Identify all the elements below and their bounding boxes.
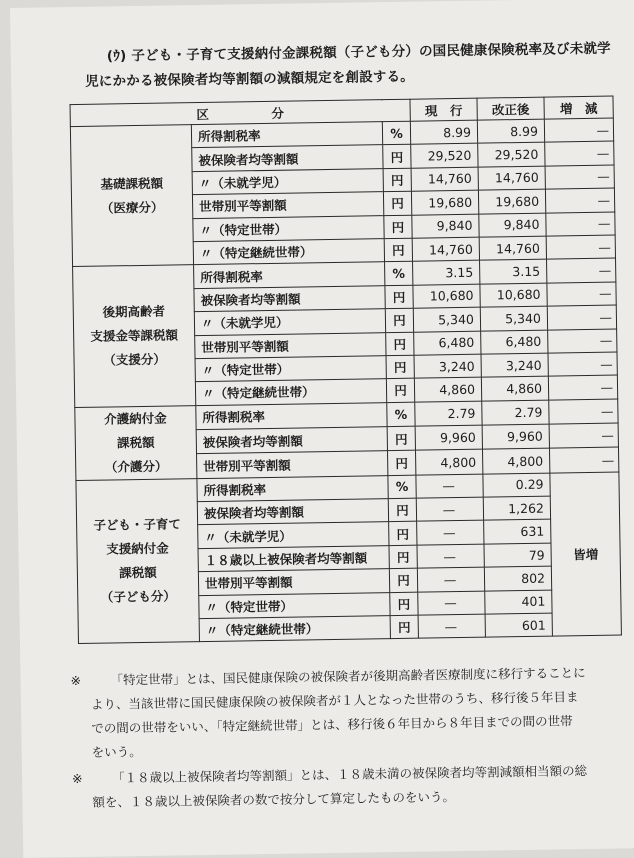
cell-change: — (547, 305, 616, 329)
cell-unit: 円 (383, 145, 411, 169)
cell-unit: 円 (385, 308, 413, 332)
group-label: 子ども・子育て 支援納付金 課税額 （子ども分） (76, 478, 200, 644)
cell-change: — (549, 423, 618, 448)
footnote-line: をいう。 (91, 744, 142, 760)
cell-revised: 4,800 (482, 448, 549, 473)
cell-unit: 円 (383, 168, 411, 192)
cell-item: 〃（未就学児） (198, 522, 389, 548)
cell-unit: 円 (384, 215, 412, 239)
cell-revised: 14,760 (478, 166, 545, 190)
section-title (85, 37, 611, 95)
group-label: 基礎課税額 （医療分） (70, 125, 193, 267)
cell-revised: 5,340 (480, 306, 547, 330)
cell-current: — (417, 521, 484, 545)
cell-unit: 円 (386, 355, 414, 379)
cell-current: 3.15 (413, 260, 480, 284)
cell-unit: 円 (388, 451, 416, 476)
cell-item: 〃（特定世帯） (199, 592, 390, 618)
cell-item: 被保険者均等割額 (192, 145, 383, 171)
cell-revised: 2.79 (482, 400, 549, 425)
cell-revised: 3,240 (481, 353, 548, 377)
cell-item: 〃（特定継続世帯） (195, 379, 386, 405)
cell-item: 被保険者均等割額 (197, 499, 388, 525)
cell-current: 14,760 (411, 167, 478, 191)
cell-unit: % (385, 262, 413, 286)
cell-item: 〃（特定継続世帯） (193, 239, 384, 265)
footnote-line: 「１８歳以上被保険者均等割額」とは、１８歳未満の被保険者均等割減額相当額の総 (111, 763, 588, 786)
cell-change: — (545, 141, 614, 165)
cell-change: — (546, 212, 615, 236)
cell-revised: 631 (484, 520, 551, 544)
cell-change: — (545, 188, 614, 212)
cell-current: 10,680 (413, 284, 480, 308)
cell-unit: % (388, 475, 416, 499)
cell-unit: 円 (387, 426, 415, 451)
cell-item: 〃（特定世帯） (195, 356, 386, 382)
tax-rate-table (70, 96, 622, 645)
cell-current: — (418, 614, 485, 638)
cell-item: 被保険者均等割額 (194, 285, 385, 311)
cell-unit: 円 (386, 332, 414, 356)
cell-unit: 円 (384, 238, 412, 262)
footnote (70, 660, 631, 765)
cell-item: 〃（未就学児） (194, 309, 385, 335)
cell-item: 〃（未就学児） (192, 168, 383, 194)
cell-item: 所得割税率 (197, 475, 388, 501)
footnote-line: 「特定世帯」とは、国民健康保険の被保険者が後期高齢者医療制度に移行することに (110, 665, 586, 688)
header-change: 増 減 (544, 96, 613, 119)
cell-current: — (416, 474, 483, 498)
cell-revised: 1,262 (483, 496, 550, 520)
cell-revised: 19,680 (478, 189, 545, 213)
cell-revised: 8.99 (477, 119, 544, 143)
cell-item: 〃（特定世帯） (193, 215, 384, 241)
cell-current: 29,520 (411, 144, 478, 168)
cell-unit: 円 (388, 498, 416, 522)
cell-unit: % (387, 402, 415, 427)
cell-unit: 円 (389, 522, 417, 546)
cell-change-all: 皆増 (550, 472, 622, 637)
footnote-mark: ※ (71, 770, 83, 787)
cell-unit: 円 (389, 545, 417, 569)
cell-change: — (549, 399, 618, 424)
cell-unit: 円 (383, 191, 411, 215)
cell-change: — (547, 258, 616, 282)
header-category: 区 分 (70, 99, 410, 126)
cell-current: — (417, 567, 484, 591)
document-page (10, 0, 634, 858)
cell-revised: 802 (484, 566, 551, 590)
group-label: 介護納付金 課税額 （介護分） (75, 405, 197, 480)
cell-item: １８歳以上被保険者均等割額 (198, 545, 389, 571)
cell-current: 3,240 (414, 354, 481, 378)
cell-current: 8.99 (410, 120, 477, 144)
cell-revised: 3.15 (480, 259, 547, 283)
table-body (70, 118, 621, 644)
header-current: 現 行 (410, 98, 477, 121)
cell-revised: 0.29 (483, 473, 550, 497)
cell-revised: 9,840 (479, 213, 546, 237)
cell-current: 9,840 (412, 214, 479, 238)
cell-change: — (548, 352, 617, 376)
cell-revised: 601 (485, 613, 552, 637)
cell-unit: 円 (390, 592, 418, 616)
cell-item: 世帯別平等割額 (197, 451, 388, 478)
cell-change: — (547, 282, 616, 306)
cell-change: — (546, 235, 615, 259)
cell-revised: 14,760 (479, 236, 546, 260)
cell-current: — (416, 497, 483, 521)
title-line-2: 児にかかる被保険者均等割額の減額規定を創設する。 (85, 68, 415, 90)
cell-unit: 円 (386, 378, 414, 402)
cell-revised: 6,480 (481, 330, 548, 354)
cell-item: 所得割税率 (194, 262, 385, 288)
cell-change: — (548, 329, 617, 353)
cell-current: 14,760 (412, 237, 479, 261)
title-line-1: (ｳ) 子ども・子育て支援納付金課税額（子ども分）の国民健康保険税率及び未就学 (106, 40, 611, 65)
cell-item: 所得割税率 (191, 122, 382, 148)
footnote-line: での間の世帯をいい、「特定継続世帯」とは、移行後６年目から８年目までの間の世帯 (91, 713, 573, 736)
cell-current: 19,680 (411, 190, 478, 214)
cell-current: 4,860 (414, 377, 481, 401)
footnote-line: 額を、１８歳以上被保険者の数で按分して算定したものをいう。 (92, 789, 456, 810)
footnotes (70, 660, 632, 815)
footnote-line: より、当該世帯に国民健康保険の被保険者が１人となった世帯のうち、移行後５年目ま (90, 689, 579, 712)
cell-item: 世帯別平等割額 (192, 192, 383, 218)
cell-change: — (544, 118, 613, 142)
cell-revised: 4,860 (481, 376, 548, 400)
cell-change: — (545, 165, 614, 189)
cell-item: 世帯別平等割額 (195, 332, 386, 358)
cell-change: — (548, 375, 617, 399)
cell-revised: 29,520 (478, 143, 545, 167)
cell-current: 4,800 (416, 449, 483, 474)
cell-current: 9,960 (415, 425, 482, 450)
cell-current: 5,340 (413, 307, 480, 331)
group-label: 後期高齢者 支援金等課税額 （支援分） (73, 265, 196, 407)
footnote-mark: ※ (70, 672, 82, 689)
cell-item: 被保険者均等割額 (196, 427, 387, 454)
footnote (72, 758, 633, 815)
cell-unit: 円 (389, 568, 417, 592)
cell-item: 世帯別平等割額 (198, 569, 389, 595)
cell-current: — (417, 544, 484, 568)
cell-item: 〃（特定継続世帯） (199, 616, 390, 642)
cell-current: 2.79 (415, 401, 482, 426)
header-revised: 改正後 (477, 97, 544, 120)
cell-change: — (549, 447, 618, 472)
cell-revised: 9,960 (482, 424, 549, 449)
cell-revised: 10,680 (480, 283, 547, 307)
cell-current: 6,480 (414, 331, 481, 355)
cell-unit: 円 (385, 285, 413, 309)
cell-current: — (418, 591, 485, 615)
cell-revised: 401 (485, 590, 552, 614)
cell-item: 所得割税率 (196, 402, 387, 429)
cell-unit: % (382, 121, 410, 145)
cell-revised: 79 (484, 543, 551, 567)
cell-unit: 円 (390, 615, 418, 639)
